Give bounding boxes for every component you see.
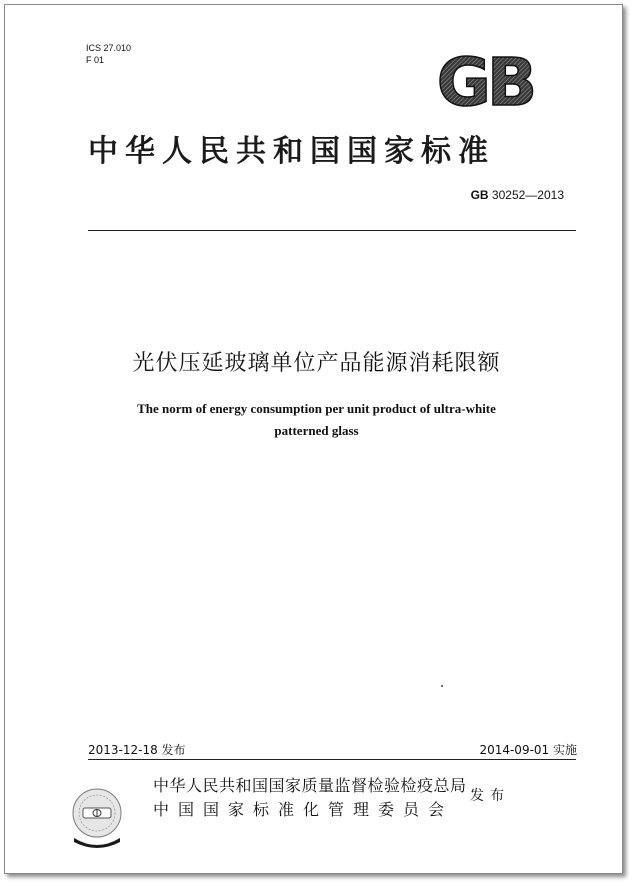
gb-logo xyxy=(424,48,546,112)
issue-date: 2013-12-18 发布 xyxy=(88,743,186,757)
gb-logo-text: GB xyxy=(436,48,534,112)
footer-divider xyxy=(88,759,576,760)
implementation-date: 2014-09-01 实施 xyxy=(479,743,577,757)
ccs-code: F 01 xyxy=(86,55,105,65)
speck xyxy=(441,685,443,687)
anti-counterfeit-seal xyxy=(70,786,124,848)
document-title-en xyxy=(0,398,633,442)
standard-number xyxy=(471,188,564,202)
ics-code: ICS 27.010 xyxy=(86,43,132,53)
issuer-aqsiq: 中华人民共和国国家质量监督检验检疫总局 xyxy=(153,776,467,795)
standard-prefix: GB xyxy=(470,188,489,202)
classification-codes xyxy=(86,42,131,66)
publish-label: 发布 xyxy=(470,788,510,804)
national-standard-title: 中华人民共和国国家标准 xyxy=(88,134,495,169)
document-title-en-line1: The norm of energy consumption per unit product of ultra-white xyxy=(137,401,496,416)
document-title-en-line2: patterned glass xyxy=(274,423,359,438)
document-title-cn: 光伏压延玻璃单位产品能源消耗限额 xyxy=(132,351,501,376)
header-divider xyxy=(88,230,576,231)
standard-code: 30252—2013 xyxy=(491,188,564,202)
issuer-sac: 中国国家标准化管理委员会 xyxy=(153,800,454,819)
